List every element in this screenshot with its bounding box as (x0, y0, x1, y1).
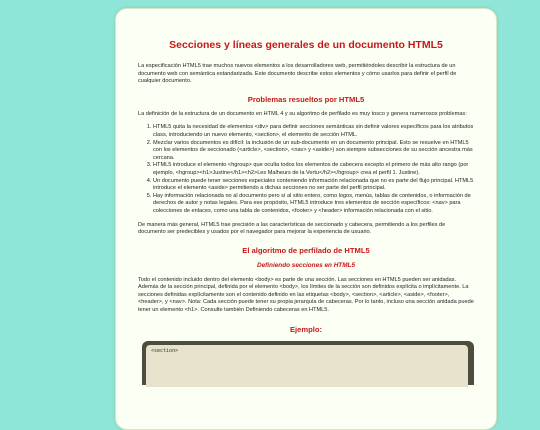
list-item: 5. Hay información relacionada no al documento pero sí al sitio entero, como logos, menús, tablas de contenidos, o información de derechos de autor y notas legales. Para ese propósito, HTML5 introduce tres elementos de sección específicos: <nav> para colecciones de enlaces, como una tabla de contenidos, <footer> y <header> información relacionada con el sitio. (153, 193, 474, 216)
code-example (146, 345, 468, 387)
list-item: 2. Mezclar varios documentos es difícil: la inclusión de un sub-documento en un documento principal. Esto se resuelve en HTML5 con los elementos de seccionado (<article>, <section>, <nav> y <aside>) son siempre subsecciones de su sección ancestra más cercana. (153, 140, 474, 163)
problems-list (138, 124, 474, 215)
document-content (116, 9, 496, 385)
algorithm-subheading: Definiendo secciones en HTML5 (256, 261, 355, 269)
list-item: 3. HTML5 introduce el elemento <hgroup> que oculta todos los elementos de cabecera excepto el primero de más alto rango (por ejemplo, <hgroup><h1>Justine</h1><h2>Les Malheurs de la Vertu</h2></hgroup> crea el perfil 1. Justine). (153, 162, 474, 177)
problems-intro: La definición de la estructura de un documento en HTML 4 y su algoritmo de perfilado es muy tosco y genera numerosos problemas: (138, 110, 467, 117)
example-title: Ejemplo: (289, 324, 323, 334)
problems-heading: Problemas resueltos por HTML5 (247, 94, 365, 104)
algorithm-paragraph: Todo el contenido incluido dentro del elemento <body> es parte de una sección. Las secciones en HTML5 pueden ser anidadas. Además de la sección principal, definida por el elemento <body>, los límites de la sección son definidos explícita o implícitamente. La secciones definidas explícitamente son el contenido definido en las etiquetas <body>, <section>, <article>, <aside>, <footer>, <header>, y <nav>. Nota: Cada sección puede tener su propia jerarquía de cabeceras. Por lo tanto, incluso una sección anidada puede tener un elemento <h1>. Consulte también Definiendo cabeceras en HTML5. (138, 276, 474, 314)
list-item: 1. HTML5 quita la necesidad de elementos <div> para definir secciones semánticas sin definir valores específicos para los atributos class, introduciendo un nuevo elemento, <section>, el elemento de sección HTML. (153, 124, 474, 139)
list-item: 4. Un documento puede tener secciones especiales conteniendo información relacionada que no es parte del flujo principal. HTML5 introduce el elemento <aside> permitiendo a dichas secciones no ser parte del perfil principal. (153, 178, 474, 193)
code-line: <section> (151, 347, 179, 354)
code-example-frame (142, 341, 474, 385)
page-title: Secciones y líneas generales de un documento HTML5 (169, 39, 443, 51)
document-page (115, 8, 497, 430)
problems-closing: De manera más general, HTML5 trae precisión a las características de seccionado y cabecera, permitiendo a los perfiles de documento ser predecibles y usados por el navegador para mejorar la experiencia de usuario. (138, 221, 446, 236)
intro-paragraph: La especificación HTML5 trae muchos nuevos elementos a los desarrolladores web, permitiéndoles describir la estructura de un documento web con semántica estandarizada. Este documento describe estos elementos y cómo usarlos para definir el perfil de cualquier documento. (138, 63, 457, 85)
algorithm-heading: El algoritmo de perfilado de HTML5 (242, 245, 370, 255)
